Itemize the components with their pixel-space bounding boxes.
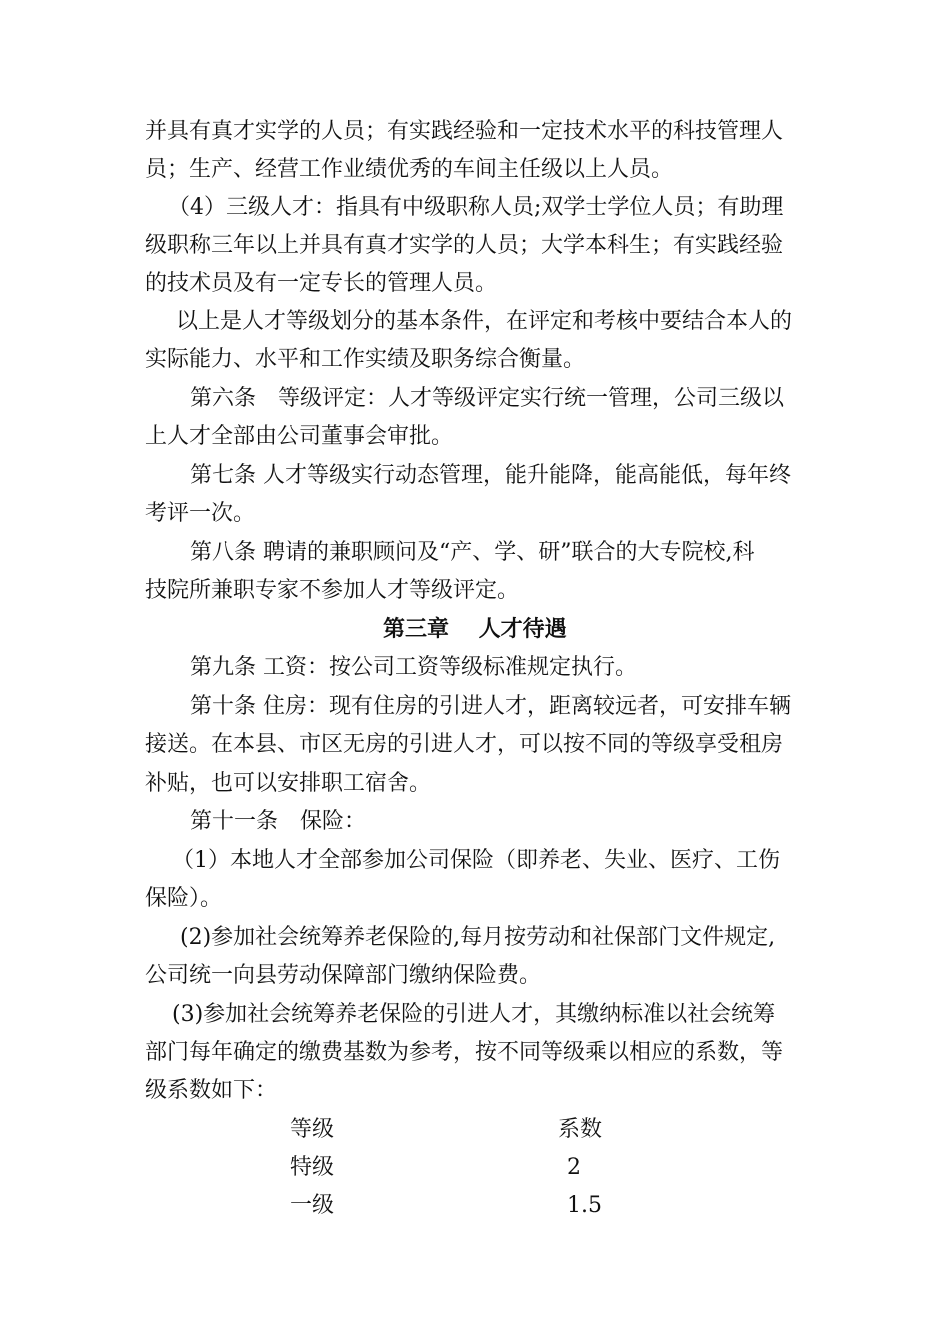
paragraph-line: (3)参加社会统筹养老保险的引进人才，其缴纳标准以社会统筹 <box>172 1002 776 1027</box>
table-cell-coefficient: 2 <box>567 1155 581 1180</box>
paragraph-line: 级职称三年以上并具有真才实学的人员；大学本科生；有实践经验 <box>145 233 784 258</box>
chapter-title: 第三章 人才待遇 <box>383 617 567 642</box>
table-cell-level: 特级 <box>290 1155 335 1180</box>
paragraph-line: 接送。在本县、市区无房的引进人才，可以按不同的等级享受租房 <box>145 732 784 757</box>
paragraph-line: 第十一条 保险： <box>190 809 367 834</box>
paragraph-line: 第九条 工资：按公司工资等级标准规定执行。 <box>190 655 637 680</box>
table-cell-coefficient: 1.5 <box>567 1193 602 1218</box>
paragraph-line: 第十条 住房：现有住房的引进人才，距离较远者，可安排车辆 <box>190 694 791 719</box>
table-header-level: 等级 <box>290 1117 335 1142</box>
paragraph-line: (2)参加社会统筹养老保险的,每月按劳动和社保部门文件规定, <box>180 925 776 950</box>
paragraph-line: 保险）。 <box>145 886 223 911</box>
table-cell-level: 一级 <box>290 1193 335 1218</box>
paragraph-line: （4）三级人才：指具有中级职称人员;双学士学位人员；有助理 <box>168 195 784 220</box>
table-header-coefficient: 系数 <box>558 1117 603 1142</box>
paragraph-line: （1）本地人才全部参加公司保险（即养老、失业、医疗、工伤 <box>172 848 780 873</box>
paragraph-line: 的技术员及有一定专长的管理人员。 <box>145 271 498 296</box>
paragraph-line: 补贴，也可以安排职工宿舍。 <box>145 771 432 796</box>
paragraph-line: 并具有真才实学的人员；有实践经验和一定技术水平的科技管理人 <box>145 119 784 144</box>
paragraph-line: 以上是人才等级划分的基本条件，在评定和考核中要结合本人的 <box>176 309 793 334</box>
paragraph-line: 考评一次。 <box>145 501 256 526</box>
paragraph-line: 第八条 聘请的兼职顾问及“产、学、研”联合的大专院校,科 <box>190 540 755 565</box>
paragraph-line: 实际能力、水平和工作实绩及职务综合衡量。 <box>145 347 586 372</box>
paragraph-line: 级系数如下： <box>145 1078 278 1103</box>
paragraph-line: 公司统一向县劳动保障部门缴纳保险费。 <box>145 963 542 988</box>
paragraph-line: 技院所兼职专家不参加人才等级评定。 <box>145 578 520 603</box>
paragraph-line: 员；生产、经营工作业绩优秀的车间主任级以上人员。 <box>145 157 674 182</box>
paragraph-line: 第七条 人才等级实行动态管理，能升能降，能高能低，每年终 <box>190 463 791 488</box>
paragraph-line: 上人才全部由公司董事会审批。 <box>145 424 454 449</box>
paragraph-line: 部门每年确定的缴费基数为参考，按不同等级乘以相应的系数，等 <box>145 1040 784 1065</box>
paragraph-line: 第六条 等级评定：人才等级评定实行统一管理，公司三级以 <box>190 386 785 411</box>
